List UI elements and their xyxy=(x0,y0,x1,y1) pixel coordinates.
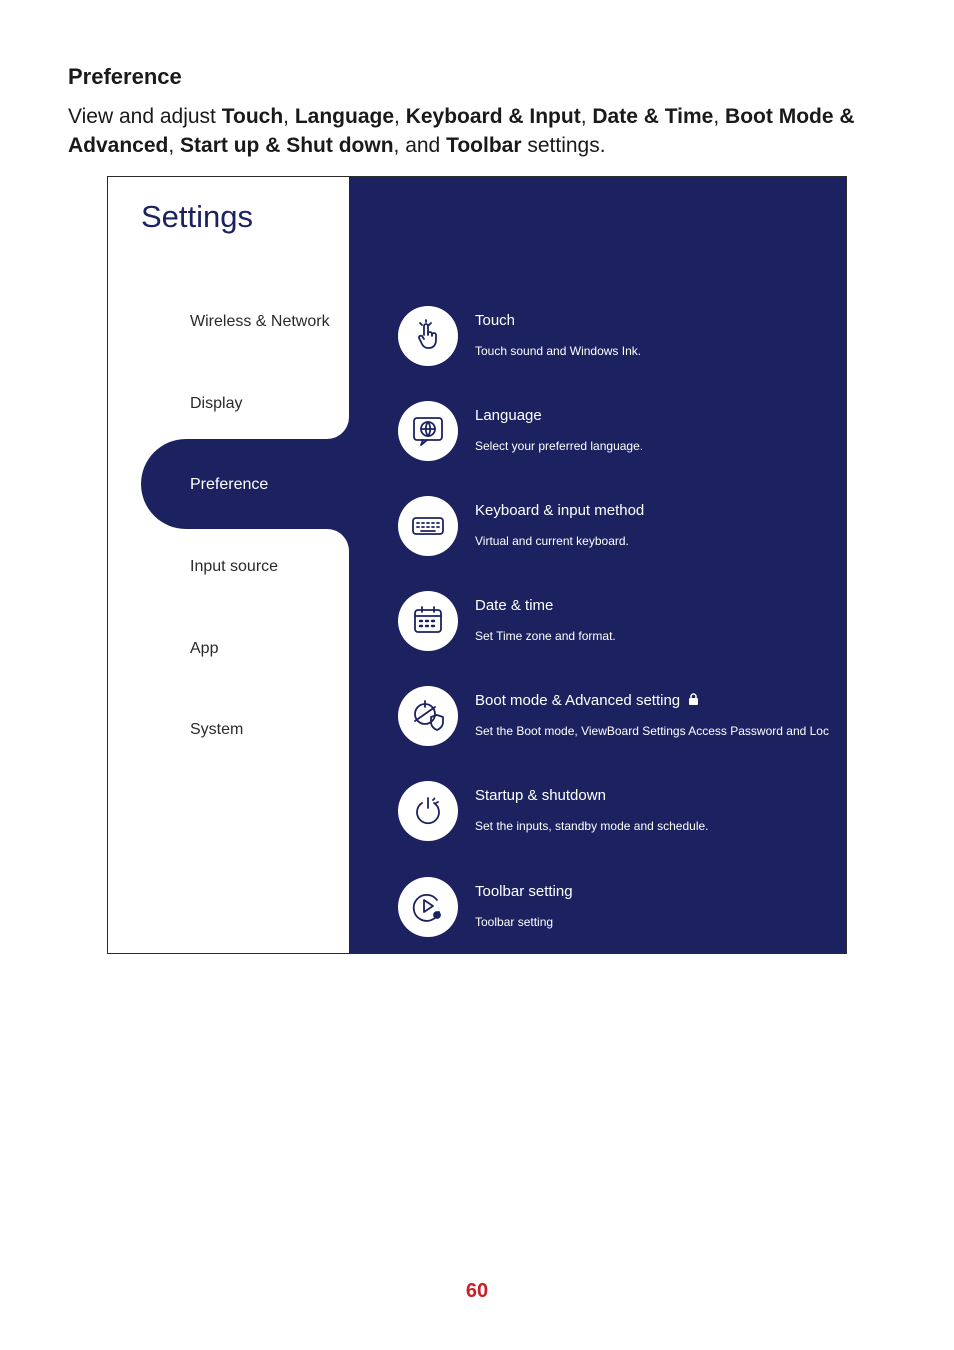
intro-text-end: settings. xyxy=(521,134,606,157)
intro-datetime: Date & Time xyxy=(592,105,714,128)
setting-keyboard[interactable] xyxy=(398,496,846,560)
setting-date-time[interactable] xyxy=(398,591,846,655)
setting-keyboard-title: Keyboard & input method xyxy=(475,502,645,519)
sidebar-item-app[interactable]: App xyxy=(190,640,219,657)
setting-boot-mode-title xyxy=(475,692,699,710)
intro-toolbar: Toolbar xyxy=(446,134,522,157)
calendar-icon xyxy=(398,591,458,651)
sidebar-item-wireless-network[interactable]: Wireless & Network xyxy=(190,313,330,330)
sidebar-item-preference[interactable]: Preference xyxy=(190,476,269,493)
intro-sep: , and xyxy=(393,134,447,157)
setting-touch[interactable] xyxy=(398,306,846,370)
lock-icon xyxy=(688,693,699,710)
setting-date-time-title: Date & time xyxy=(475,597,554,614)
setting-language[interactable] xyxy=(398,401,846,465)
intro-text: View and adjust xyxy=(68,105,222,128)
setting-date-time-desc: Set Time zone and format. xyxy=(475,629,616,643)
toolbar-play-icon xyxy=(398,877,458,937)
setting-touch-title: Touch xyxy=(475,312,516,329)
setting-boot-mode[interactable] xyxy=(398,686,846,750)
setting-toolbar-desc: Toolbar setting xyxy=(475,915,554,929)
setting-language-title: Language xyxy=(475,407,542,424)
intro-sep: , xyxy=(394,105,406,128)
intro-startup: Start up & Shut down xyxy=(180,134,394,157)
intro-keyboard: Keyboard & Input xyxy=(405,105,581,128)
sidebar-item-display[interactable]: Display xyxy=(190,395,243,412)
setting-startup-desc: Set the inputs, standby mode and schedule. xyxy=(475,819,709,833)
setting-boot-mode-desc: Set the Boot mode, ViewBoard Settings Access Password and Loc xyxy=(475,724,829,738)
setting-touch-desc: Touch sound and Windows Ink. xyxy=(475,344,642,358)
settings-screenshot xyxy=(107,176,847,954)
sidebar-curve-bottom xyxy=(278,529,349,953)
page-number: 60 xyxy=(465,1280,489,1302)
section-intro xyxy=(68,102,888,160)
globe-icon xyxy=(398,401,458,461)
boot-shield-icon xyxy=(398,686,458,746)
sidebar-item-system[interactable]: System xyxy=(190,721,244,738)
setting-startup-shutdown[interactable] xyxy=(398,781,846,845)
intro-sep: , xyxy=(283,105,295,128)
intro-sep: , xyxy=(168,134,181,157)
intro-language: Language xyxy=(294,105,395,128)
sidebar-item-input-source[interactable]: Input source xyxy=(190,558,279,575)
sidebar-curve-top xyxy=(278,177,349,439)
power-icon xyxy=(398,781,458,841)
touch-hand-icon xyxy=(398,306,458,366)
intro-touch: Touch xyxy=(221,105,284,128)
setting-toolbar[interactable] xyxy=(398,877,846,941)
settings-title: Settings xyxy=(141,199,254,234)
intro-sep: , xyxy=(713,105,726,128)
setting-startup-title: Startup & shutdown xyxy=(475,787,606,804)
setting-language-desc: Select your preferred language. xyxy=(475,439,644,453)
keyboard-icon xyxy=(398,496,458,556)
setting-keyboard-desc: Virtual and current keyboard. xyxy=(475,534,629,548)
setting-boot-mode-title-text: Boot mode & Advanced setting xyxy=(475,692,681,709)
section-heading: Preference xyxy=(68,64,182,89)
intro-sep: , xyxy=(580,105,593,128)
intro-boot: Boot Mode & Advanced xyxy=(68,105,855,157)
setting-toolbar-title: Toolbar setting xyxy=(475,883,573,900)
